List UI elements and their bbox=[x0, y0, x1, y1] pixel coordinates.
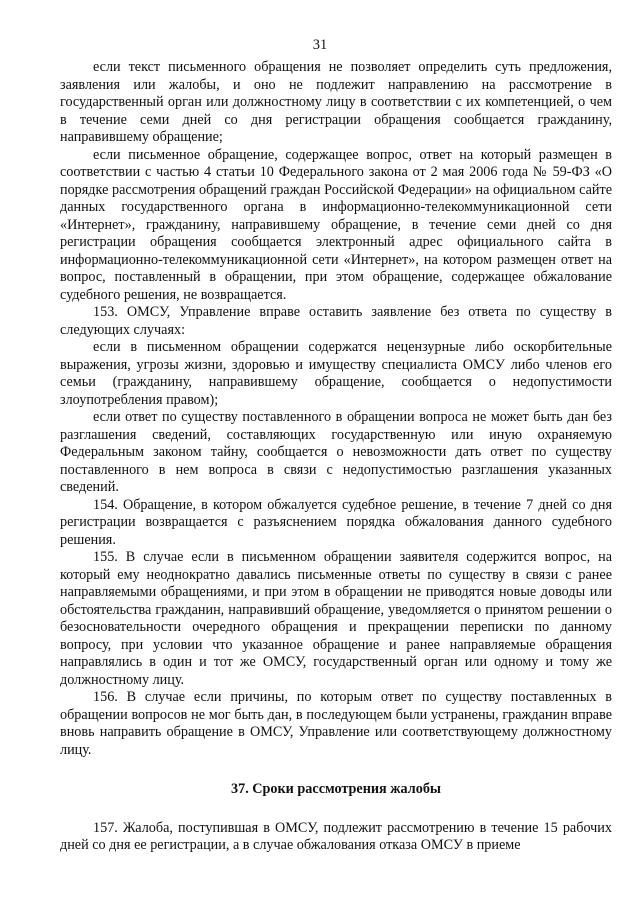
paragraph-answer-published-online: если письменное обращение, содержащее вопрос, ответ на который размещен в соответствии с частью 4 статьи 10 Федерального закона от 2 мая 2006 года № 59-ФЗ «О порядке рассмотрения обращений граждан Российской Федерации» на официальном сайте данных государственного органа в информационно-телекоммуникационной сети «Интернет», гражданину, направившему обращение, в течение семи дней со дня регистрации обращения сообщается электронный адрес официального сайта в информационно-телекоммуникационной сети «Интернет», на котором размещен ответ на вопрос, поставленный в обращении, при этом обращение, содержащее обжалование судебного решения, не возвращается. bbox=[60, 146, 612, 303]
paragraph-unclear-request: если текст письменного обращения не позволяет определить суть предложения, заявления или жалобы, и оно не подлежит направлению на рассмотрение в государственный орган или должностному лицу в соответствии с их компетенцией, о чем в течение семи дней со дня регистрации обращения сообщается гражданину, направившему обращение; bbox=[60, 59, 612, 145]
page-number: 31 bbox=[312, 37, 328, 53]
paragraph-state-secret: если ответ по существу поставленного в обращении вопроса не может быть дан без разглашения сведений, составляющих государственную или иную охраняемую Федеральным законом тайну, сообщается о невозможности дать ответ по существу поставленного в нем вопроса в связи с недопустимостью разглашения указанных сведений. bbox=[60, 409, 612, 495]
section-heading: 37. Сроки рассмотрения жалобы bbox=[231, 781, 441, 797]
paragraph-offensive-language: если в письменном обращении содержатся нецензурные либо оскорбительные выражения, угрозы жизни, здоровью и имуществу специалиста ОМСУ либо членов его семьи (гражданину, направившему обращение, сообщается о недопустимости злоупотребления правом); bbox=[60, 339, 612, 408]
paragraph-157: 157. Жалоба, поступившая в ОМСУ, подлежит рассмотрению в течение 15 рабочих дней со дня ее регистрации, а в случае обжалования отказа ОМСУ в приеме bbox=[60, 819, 612, 853]
paragraph-156: 156. В случае если причины, по которым ответ по существу поставленных в обращении вопросов не мог быть дан, в последующем были устранены, гражданин вправе вновь направить обращение в ОМСУ, Управление или соответствующему должностному лицу. bbox=[60, 689, 612, 758]
paragraph-155: 155. В случае если в письменном обращении заявителя содержится вопрос, на который ему неоднократно давались письменные ответы по существу в связи с ранее направляемыми обращениями, и при этом в обращении не приводятся новые доводы или обстоятельства гражданин, направивший обращение, уведомляется о принятом решении о безосновательности очередного обращения и прекращении переписки по данному вопросу, при условии что указанное обращение и ранее направляемые обращения направлялись в один и тот же ОМСУ, государственный орган или одному и тому же должностному лицу. bbox=[60, 549, 612, 688]
paragraph-154: 154. Обращение, в котором обжалуется судебное решение, в течение 7 дней со дня регистрации возвращается с разъяснением порядка обжалования данного судебного решения. bbox=[60, 496, 612, 548]
paragraph-153: 153. ОМСУ, Управление вправе оставить заявление без ответа по существу в следующих случаях: bbox=[60, 304, 612, 338]
document-body bbox=[60, 59, 612, 855]
